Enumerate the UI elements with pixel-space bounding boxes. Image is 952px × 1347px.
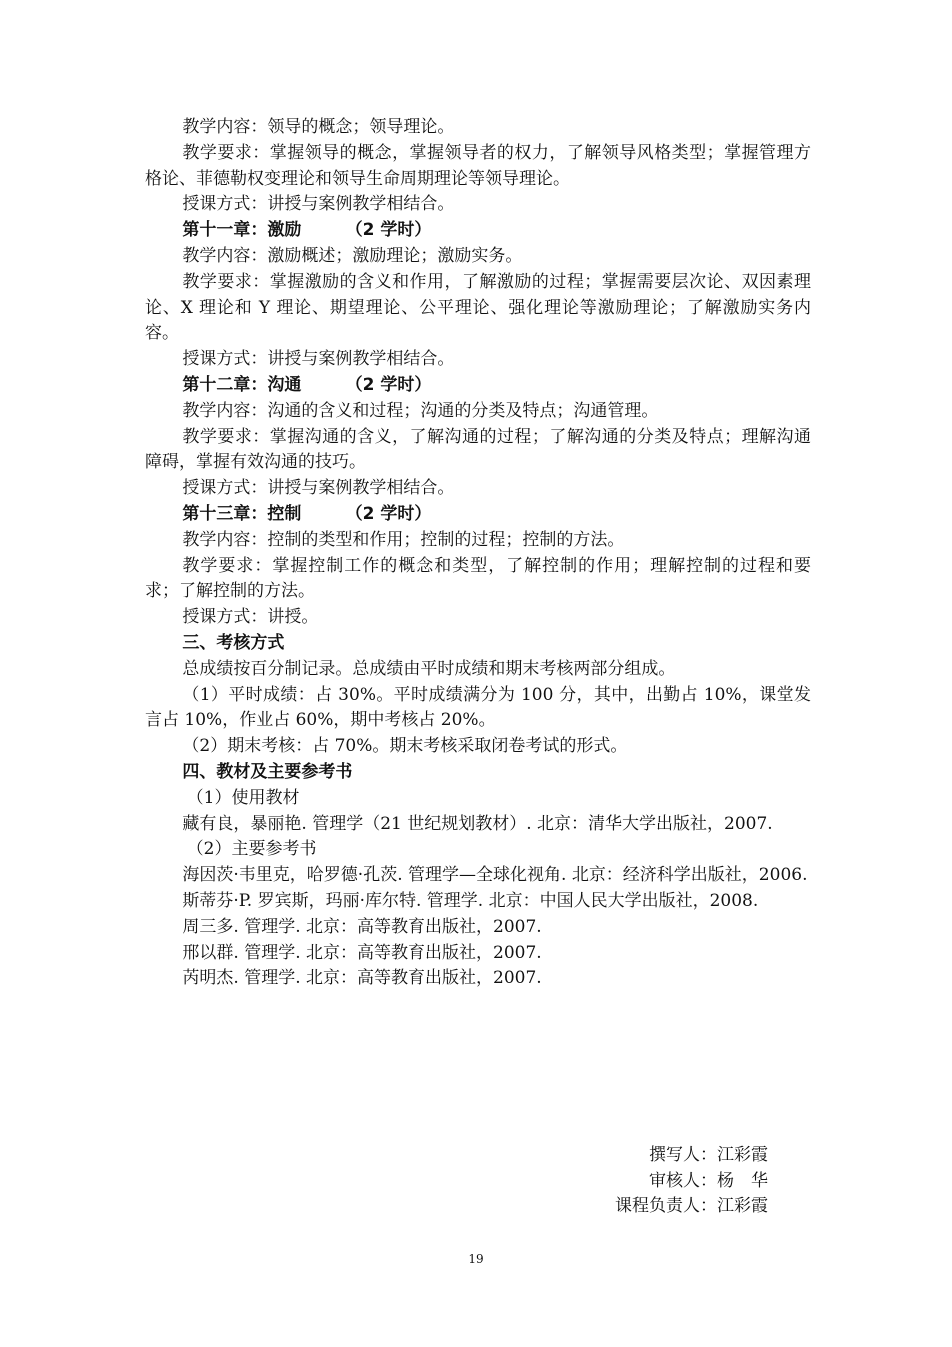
signature-course-lead: 课程负责人：江彩霞 — [615, 1196, 768, 1216]
paragraph-teaching-content: 教学内容：领导的概念；领导理论。 — [182, 117, 455, 137]
chapter-11-heading — [145, 218, 811, 244]
subheading-references: （2）主要参考书 — [186, 839, 317, 860]
reference-item: 芮明杰. 管理学. 北京：高等教育出版社，2007. — [182, 968, 542, 989]
paragraph-teaching-requirements: 教学要求：掌握控制工作的概念和类型，了解控制的作用；理解控制的过程和要求；了解控制的方法。 — [145, 555, 811, 602]
paragraph-teaching-content: 教学内容：沟通的含义和过程；沟通的分类及特点；沟通管理。 — [182, 400, 659, 421]
chapter-hours: （2 学时） — [345, 374, 432, 395]
paragraph-grading-overview: 总成绩按百分制记录。总成绩由平时成绩和期末考核两部分组成。 — [182, 658, 676, 679]
paragraph-teaching-method: 授课方式：讲授与案例教学相结合。 — [182, 194, 455, 215]
document-body — [145, 115, 811, 992]
chapter-title: 第十二章：沟通 — [182, 374, 302, 395]
paragraph-teaching-method: 授课方式：讲授与案例教学相结合。 — [182, 349, 455, 370]
chapter-hours: （2 学时） — [345, 503, 432, 524]
section-3-heading: 三、考核方式 — [182, 632, 285, 653]
reference-item: 海因茨·韦里克，哈罗德·孔茨. 管理学—全球化视角. 北京：经济科学出版社，2006. — [182, 865, 808, 886]
paragraph-teaching-requirements: 教学要求：掌握沟通的含义，了解沟通的过程；了解沟通的分类及特点；理解沟通障碍，掌握有效沟通的技巧。 — [145, 426, 811, 473]
signature-writer: 撰写人：江彩霞 — [649, 1145, 768, 1165]
chapter-title: 第十一章：激励 — [182, 220, 302, 241]
paragraph-teaching-content: 教学内容：激励概述；激励理论；激励实务。 — [182, 245, 523, 266]
reference-item: 斯蒂芬·P. 罗宾斯，玛丽·库尔特. 管理学. 北京：中国人民大学出版社，2008. — [182, 890, 759, 911]
chapter-12-heading — [145, 373, 811, 399]
paragraph-regular-grade: （1）平时成绩：占 30%。平时成绩满分为 100 分，其中，出勤占 10%，课堂发言占 10%，作业占 60%，期中考核占 20%。 — [145, 684, 811, 731]
page-number: 19 — [468, 1252, 484, 1266]
paragraph-teaching-requirements: 教学要求：掌握激励的含义和作用，了解激励的过程；掌握需要层次论、双因素理论、X 理论和 Y 理论、期望理论、公平理论、强化理论等激励理论；了解激励实务内容。 — [145, 271, 811, 344]
paragraph-teaching-content: 教学内容：控制的类型和作用；控制的过程；控制的方法。 — [182, 529, 625, 550]
signature-reviewer: 审核人：杨 华 — [649, 1170, 768, 1191]
chapter-hours: （2 学时） — [345, 220, 432, 241]
paragraph-teaching-method: 授课方式：讲授。 — [182, 607, 319, 628]
reference-item: 藏有良，暴丽艳. 管理学（21 世纪规划教材）. 北京：清华大学出版社，2007. — [182, 813, 773, 834]
reference-item: 邢以群. 管理学. 北京：高等教育出版社，2007. — [182, 942, 542, 963]
chapter-title: 第十三章：控制 — [182, 503, 302, 524]
paragraph-teaching-requirements: 教学要求：掌握领导的概念，掌握领导者的权力，了解领导风格类型；掌握管理方格论、菲德勒权变理论和领导生命周期理论等领导理论。 — [145, 142, 811, 189]
chapter-13-heading — [145, 502, 811, 528]
paragraph-final-exam: （2）期末考核：占 70%。期末考核采取闭卷考试的形式。 — [182, 736, 628, 757]
section-4-heading: 四、教材及主要参考书 — [182, 761, 353, 782]
subheading-textbook: （1）使用教材 — [186, 787, 300, 808]
reference-item: 周三多. 管理学. 北京：高等教育出版社，2007. — [182, 916, 542, 937]
signature-block — [615, 1143, 768, 1220]
paragraph-teaching-method: 授课方式：讲授与案例教学相结合。 — [182, 478, 455, 499]
